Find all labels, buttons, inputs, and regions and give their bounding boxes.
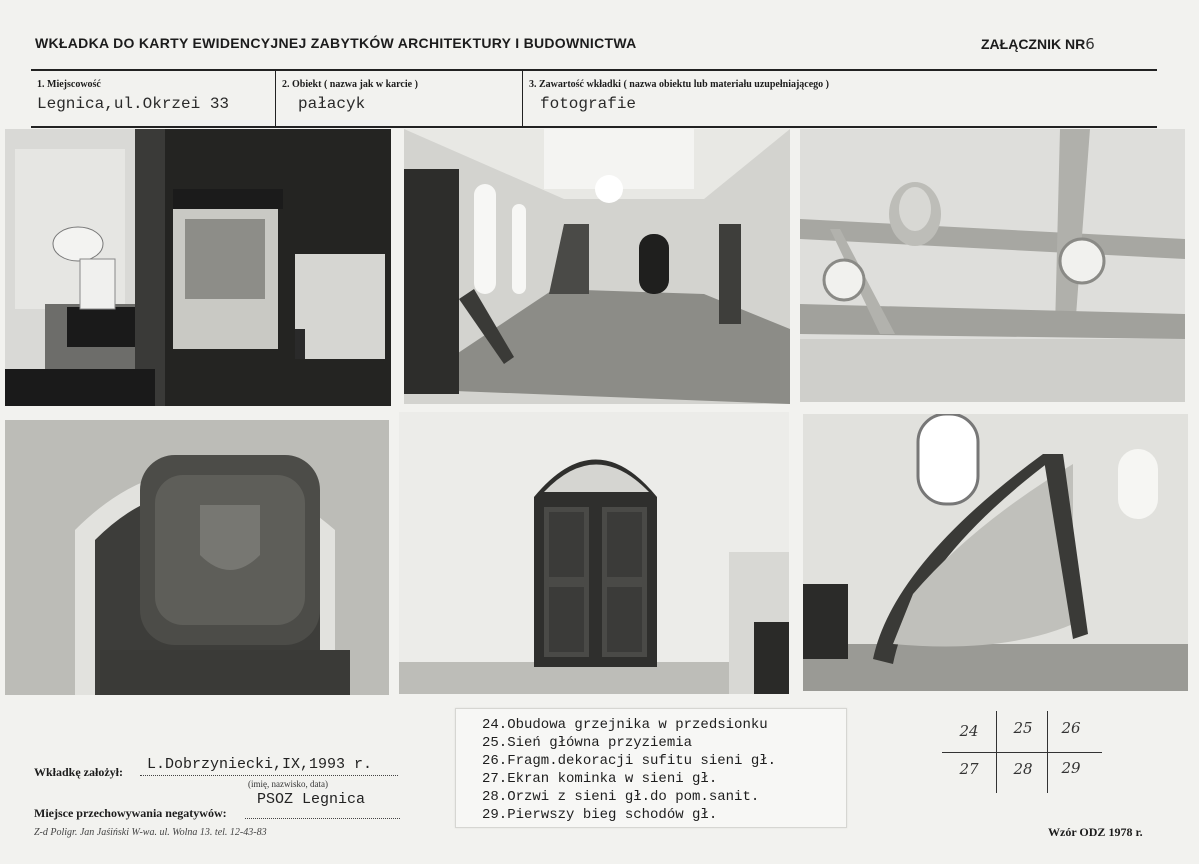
object-label: 2. Obiekt ( nazwa jak w karcie ) [282, 79, 418, 90]
form-title: WKŁADKA DO KARTY EWIDENCYJNEJ ZABYTKÓW ARCHITEKTURY I BUDOWNICTWA [35, 35, 637, 51]
locality-value: Legnica,ul.Okrzei 33 [37, 95, 230, 113]
form-version: Wzór ODZ 1978 r. [1048, 825, 1143, 839]
caption-item: 24.Obudowa grzejnika w przedsionku [482, 717, 768, 733]
grid-cell: 28 [1013, 760, 1033, 778]
photo-ceiling-decoration [800, 129, 1185, 402]
content-label: 3. Zawartość wkładki ( nazwa obiektu lub materiału uzupełniającego ) [529, 79, 830, 90]
caption-item: 27.Ekran kominka w sieni gł. [482, 771, 718, 787]
photo-layout-grid [942, 711, 1102, 793]
grid-cell: 29 [1061, 759, 1081, 777]
printer-imprint: Z-d Poligr. Jan Jaśiński W-wa. ul. Wolna 13. tel. 12-43-83 [34, 827, 267, 838]
grid-cell: 24 [959, 722, 979, 740]
photo-fireplace-screen [5, 420, 389, 695]
founded-hint: (imię, nazwisko, data) [248, 779, 328, 789]
grid-cell: 27 [959, 760, 979, 778]
header-rule-top [31, 69, 1157, 71]
founded-label: Wkładkę założył: [34, 765, 123, 779]
grid-cell: 26 [1061, 719, 1081, 737]
storage-value: PSOZ Legnica [257, 791, 366, 808]
grid-cell: 25 [1013, 719, 1033, 737]
caption-item: 25.Sień główna przyziemia [482, 735, 693, 751]
annex-label: ZAŁĄCZNIK NR [981, 36, 1086, 52]
header-rule-bottom [31, 126, 1157, 128]
founded-value: L.Dobrzyniecki,IX,1993 r. [147, 756, 373, 773]
photo-captions [455, 708, 847, 828]
annex-number-value: 6 [1085, 35, 1095, 53]
content-value: fotografie [540, 95, 637, 113]
grid-line-horizontal [942, 752, 1102, 753]
locality-label: 1. Miejscowość [37, 79, 101, 90]
caption-item: 26.Fragm.dekoracji sufitu sieni gł. [482, 753, 777, 769]
photo-main-hall [404, 129, 790, 404]
photo-double-door [399, 412, 789, 694]
field-divider-1 [275, 71, 276, 126]
photo-vestibule-radiator-cover [5, 129, 391, 406]
storage-label: Miejsce przechowywania negatywów: [34, 806, 227, 820]
photo-main-staircase [803, 414, 1188, 691]
storage-dotline [245, 818, 400, 819]
annex-number [981, 35, 1095, 53]
caption-item: 28.Orzwi z sieni gł.do pom.sanit. [482, 789, 760, 805]
grid-line-vertical-1 [996, 711, 997, 793]
caption-item: 29.Pierwszy bieg schodów gł. [482, 807, 718, 823]
founded-dotline [140, 775, 398, 776]
field-divider-2 [522, 71, 523, 126]
object-value: pałacyk [298, 95, 366, 113]
